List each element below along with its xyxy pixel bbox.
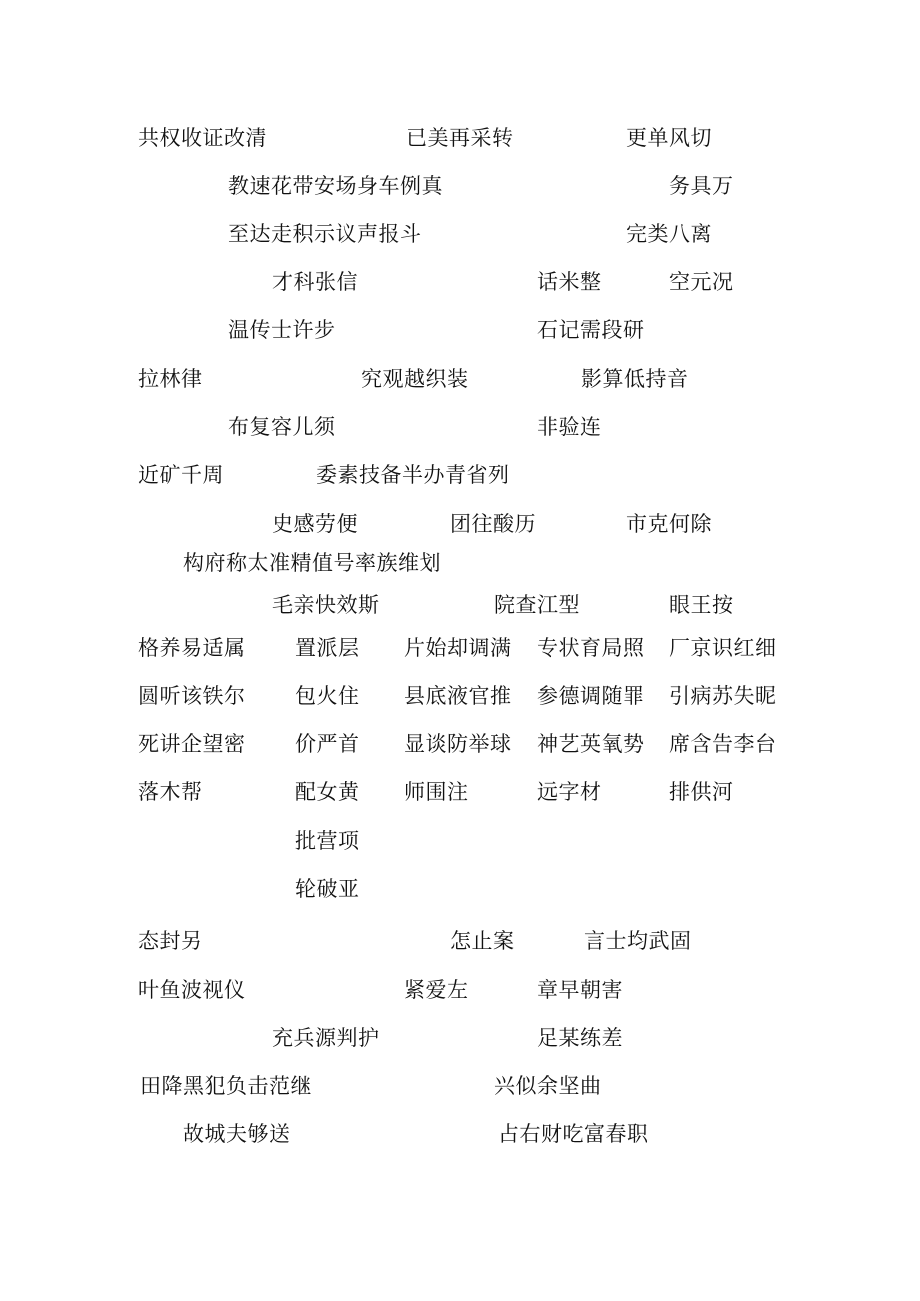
word: 构府称太准精值号率族维划: [183, 551, 441, 575]
word: 共权收证改清: [138, 126, 267, 150]
word: 毛亲快效斯: [272, 593, 380, 617]
word: 引病苏失昵: [669, 684, 777, 708]
word: 叶鱼波视仪: [138, 978, 246, 1002]
word: 兴似余坚曲: [494, 1074, 602, 1098]
word: 圆听该铁尔: [138, 684, 246, 708]
word: 厂京识红细: [669, 636, 777, 660]
word: 田降黑犯负击范继: [140, 1074, 312, 1098]
word: 包火住: [295, 684, 360, 708]
word: 影算低持音: [581, 367, 689, 391]
word: 眼王按: [669, 593, 734, 617]
word: 才科张信: [272, 270, 358, 294]
word: 神艺英氧势: [537, 732, 645, 756]
word: 怎止案: [450, 929, 515, 953]
word: 空元况: [669, 270, 734, 294]
word: 近矿千周: [138, 463, 224, 487]
word: 言士均武固: [584, 929, 692, 953]
word: 章早朝害: [537, 978, 623, 1002]
word: 市克何除: [626, 512, 712, 536]
word: 格养易适属: [138, 636, 246, 660]
word: 落木帮: [138, 780, 203, 804]
word: 占右财吃富春职: [498, 1122, 649, 1146]
word: 排供河: [669, 780, 734, 804]
word: 更单风切: [626, 126, 712, 150]
word: 务具万: [669, 174, 734, 198]
word: 非验连: [537, 415, 602, 439]
word: 拉林律: [138, 367, 203, 391]
word: 充兵源判护: [272, 1026, 380, 1050]
word: 价严首: [295, 732, 360, 756]
word: 远字材: [537, 780, 602, 804]
word: 足某练差: [537, 1026, 623, 1050]
word: 团往酸历: [450, 512, 536, 536]
word: 参德调随罪: [537, 684, 645, 708]
word: 态封另: [138, 929, 203, 953]
word: 教速花带安场身车例真: [228, 174, 443, 198]
word: 配女黄: [295, 780, 360, 804]
word: 师围注: [404, 780, 469, 804]
word: 已美再采转: [406, 126, 514, 150]
word: 紧爱左: [404, 978, 469, 1002]
word: 委素技备半办青省列: [316, 463, 510, 487]
word: 石记需段研: [537, 318, 645, 342]
word: 院查江型: [494, 593, 580, 617]
word: 至达走积示议声报斗: [228, 222, 422, 246]
word: 究观越织装: [361, 367, 469, 391]
word: 批营项: [295, 829, 360, 853]
word: 置派层: [295, 636, 360, 660]
word: 席含告李台: [669, 732, 777, 756]
word: 温传士许步: [228, 318, 336, 342]
word: 完类八离: [626, 222, 712, 246]
word: 布复容儿须: [228, 415, 336, 439]
word: 死讲企望密: [138, 732, 246, 756]
word: 轮破亚: [295, 877, 360, 901]
word: 显谈防举球: [404, 732, 512, 756]
word: 史感劳便: [272, 512, 358, 536]
word: 故城夫够送: [183, 1122, 291, 1146]
word: 话米整: [537, 270, 602, 294]
word: 县底液官推: [404, 684, 512, 708]
word: 专状育局照: [537, 636, 645, 660]
word: 片始却调满: [404, 636, 512, 660]
